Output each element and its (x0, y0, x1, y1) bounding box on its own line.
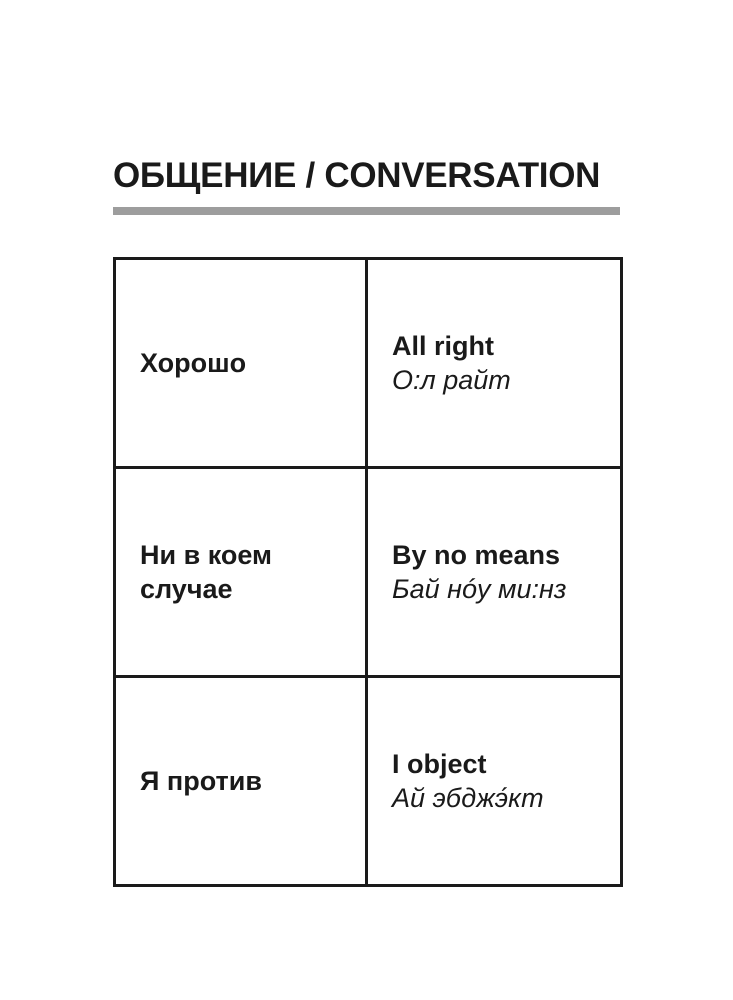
russian-phrase: Я против (140, 766, 262, 796)
table-row (115, 259, 622, 468)
english-phrase: By no means (392, 540, 561, 570)
table-row (115, 677, 622, 886)
english-cell (367, 259, 622, 468)
russian-cell (115, 259, 367, 468)
page-title: ОБЩЕНИЕ / CONVERSATION (113, 156, 601, 195)
russian-cell (115, 468, 367, 677)
russian-phrase: Ни в коем случае (140, 540, 272, 604)
russian-phrase: Хорошо (140, 348, 247, 378)
transcription: О:л райт (392, 365, 511, 395)
title-divider (113, 207, 620, 215)
english-phrase: I object (392, 749, 487, 779)
table-row (115, 468, 622, 677)
transcription: Ай эбджэ́кт (392, 783, 544, 813)
phrase-table (113, 257, 623, 887)
russian-cell (115, 677, 367, 886)
transcription: Бай нóу ми:нз (392, 574, 567, 604)
english-cell (367, 468, 622, 677)
english-cell (367, 677, 622, 886)
english-phrase: All right (392, 331, 494, 361)
